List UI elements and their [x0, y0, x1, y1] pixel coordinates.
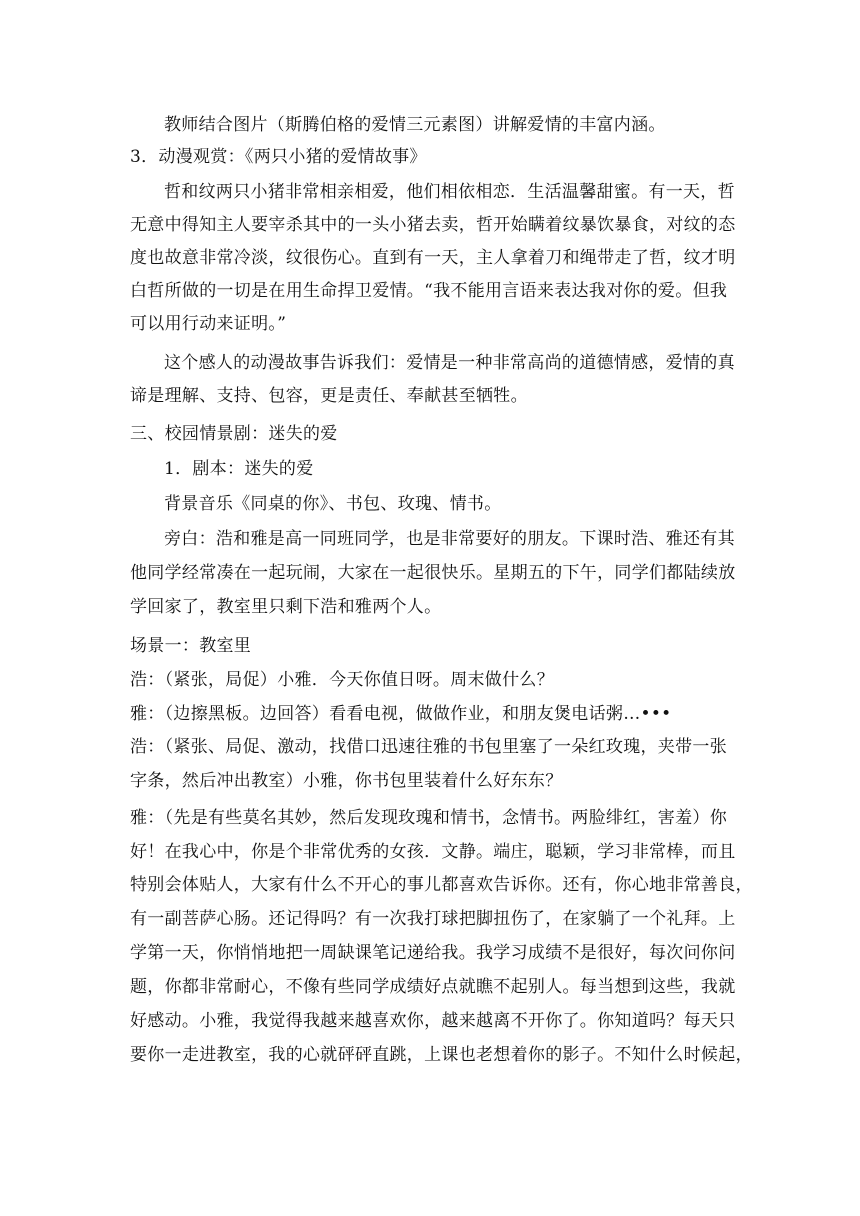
section-heading: 3．动漫观赏：《两只小猪的爱情故事》: [130, 147, 427, 167]
text-line: 学回家了，教室里只剩下浩和雅两个人。: [130, 597, 442, 617]
dialogue-line: 学第一天，你悄悄地把一周缺课笔记递给我。我学习成绩不是很好，每次问你问: [130, 943, 736, 963]
section-heading: 三、校园情景剧：迷失的爱: [130, 424, 338, 444]
dialogue-line: 题，你都非常耐心，不像有些同学成绩好点就瞧不起别人。每当想到这些，我就: [130, 977, 736, 997]
dialogue-line: 特别会体贴人，大家有什么不开心的事儿都喜欢告诉你。还有，你心地非常善良，: [130, 875, 753, 895]
dialogue-line: 字条，然后冲出教室）小雅，你书包里装着什么好东东？: [130, 771, 563, 791]
text-line: 他同学经常凑在一起玩闹，大家在一起很快乐。星期五的下午，同学们都陆续放: [130, 563, 736, 583]
dialogue-line: 有一副菩萨心肠。还记得吗？有一次我打球把脚扭伤了，在家躺了一个礼拜。上: [130, 909, 736, 929]
dialogue-line: 雅：（先是有些莫名其妙，然后发现玫瑰和情书，念情书。两脸绯红，害羞）你: [130, 808, 727, 828]
section-heading: 1．剧本：迷失的爱: [164, 459, 314, 479]
text-line: 教师结合图片（斯腾伯格的爱情三元素图）讲解爱情的丰富内涵。: [164, 115, 666, 135]
scene-heading: 场景一：教室里: [130, 636, 252, 656]
text-line: 可以用行动来证明。”: [130, 314, 287, 334]
dialogue-line: 浩：（紧张、局促、激动，找借口迅速往雅的书包里塞了一朵红玫瑰，夹带一张: [130, 737, 727, 757]
dialogue-line: 雅：（边擦黑板。边回答）看看电视，做做作业，和朋友煲电话粥…•••: [130, 704, 672, 724]
dialogue-line: 要你一走进教室，我的心就砰砰直跳，上课也老想着你的影子。不知什么时候起，: [130, 1045, 753, 1065]
text-line: 无意中得知主人要宰杀其中的一头小猪去卖，哲开始瞒着纹暴饮暴食，对纹的态: [130, 215, 736, 235]
dialogue-line: 浩：（紧张，局促）小雅．今天你值日呀。周末做什么？: [130, 670, 554, 690]
text-line: 白哲所做的一切是在用生命捍卫爱情。“我不能用言语来表达我对你的爱。但我: [130, 281, 728, 301]
dialogue-line: 好！在我心中，你是个非常优秀的女孩．文静。端庄，聪颖，学习非常棒，而且: [130, 842, 736, 862]
text-line: 度也故意非常冷淡，纹很伤心。直到有一天，主人拿着刀和绳带走了哲，纹才明: [130, 248, 736, 268]
text-line: 背景音乐《同桌的你》、书包、玫瑰、情书。: [164, 494, 502, 514]
dialogue-line: 好感动。小雅，我觉得我越来越喜欢你，越来越离不开你了。你知道吗？每天只: [130, 1011, 736, 1031]
text-line: 哲和纹两只小猪非常相亲相爱，他们相依相恋．生活温馨甜蜜。有一天，哲: [164, 182, 735, 202]
text-line: 这个感人的动漫故事告诉我们：爱情是一种非常高尚的道德情感，爱情的真: [164, 353, 735, 373]
text-line: 谛是理解、支持、包容，更是责任、奉献甚至牺牲。: [130, 386, 528, 406]
text-line: 旁白：浩和雅是高一同班同学，也是非常要好的朋友。下课时浩、雅还有其: [164, 529, 735, 549]
